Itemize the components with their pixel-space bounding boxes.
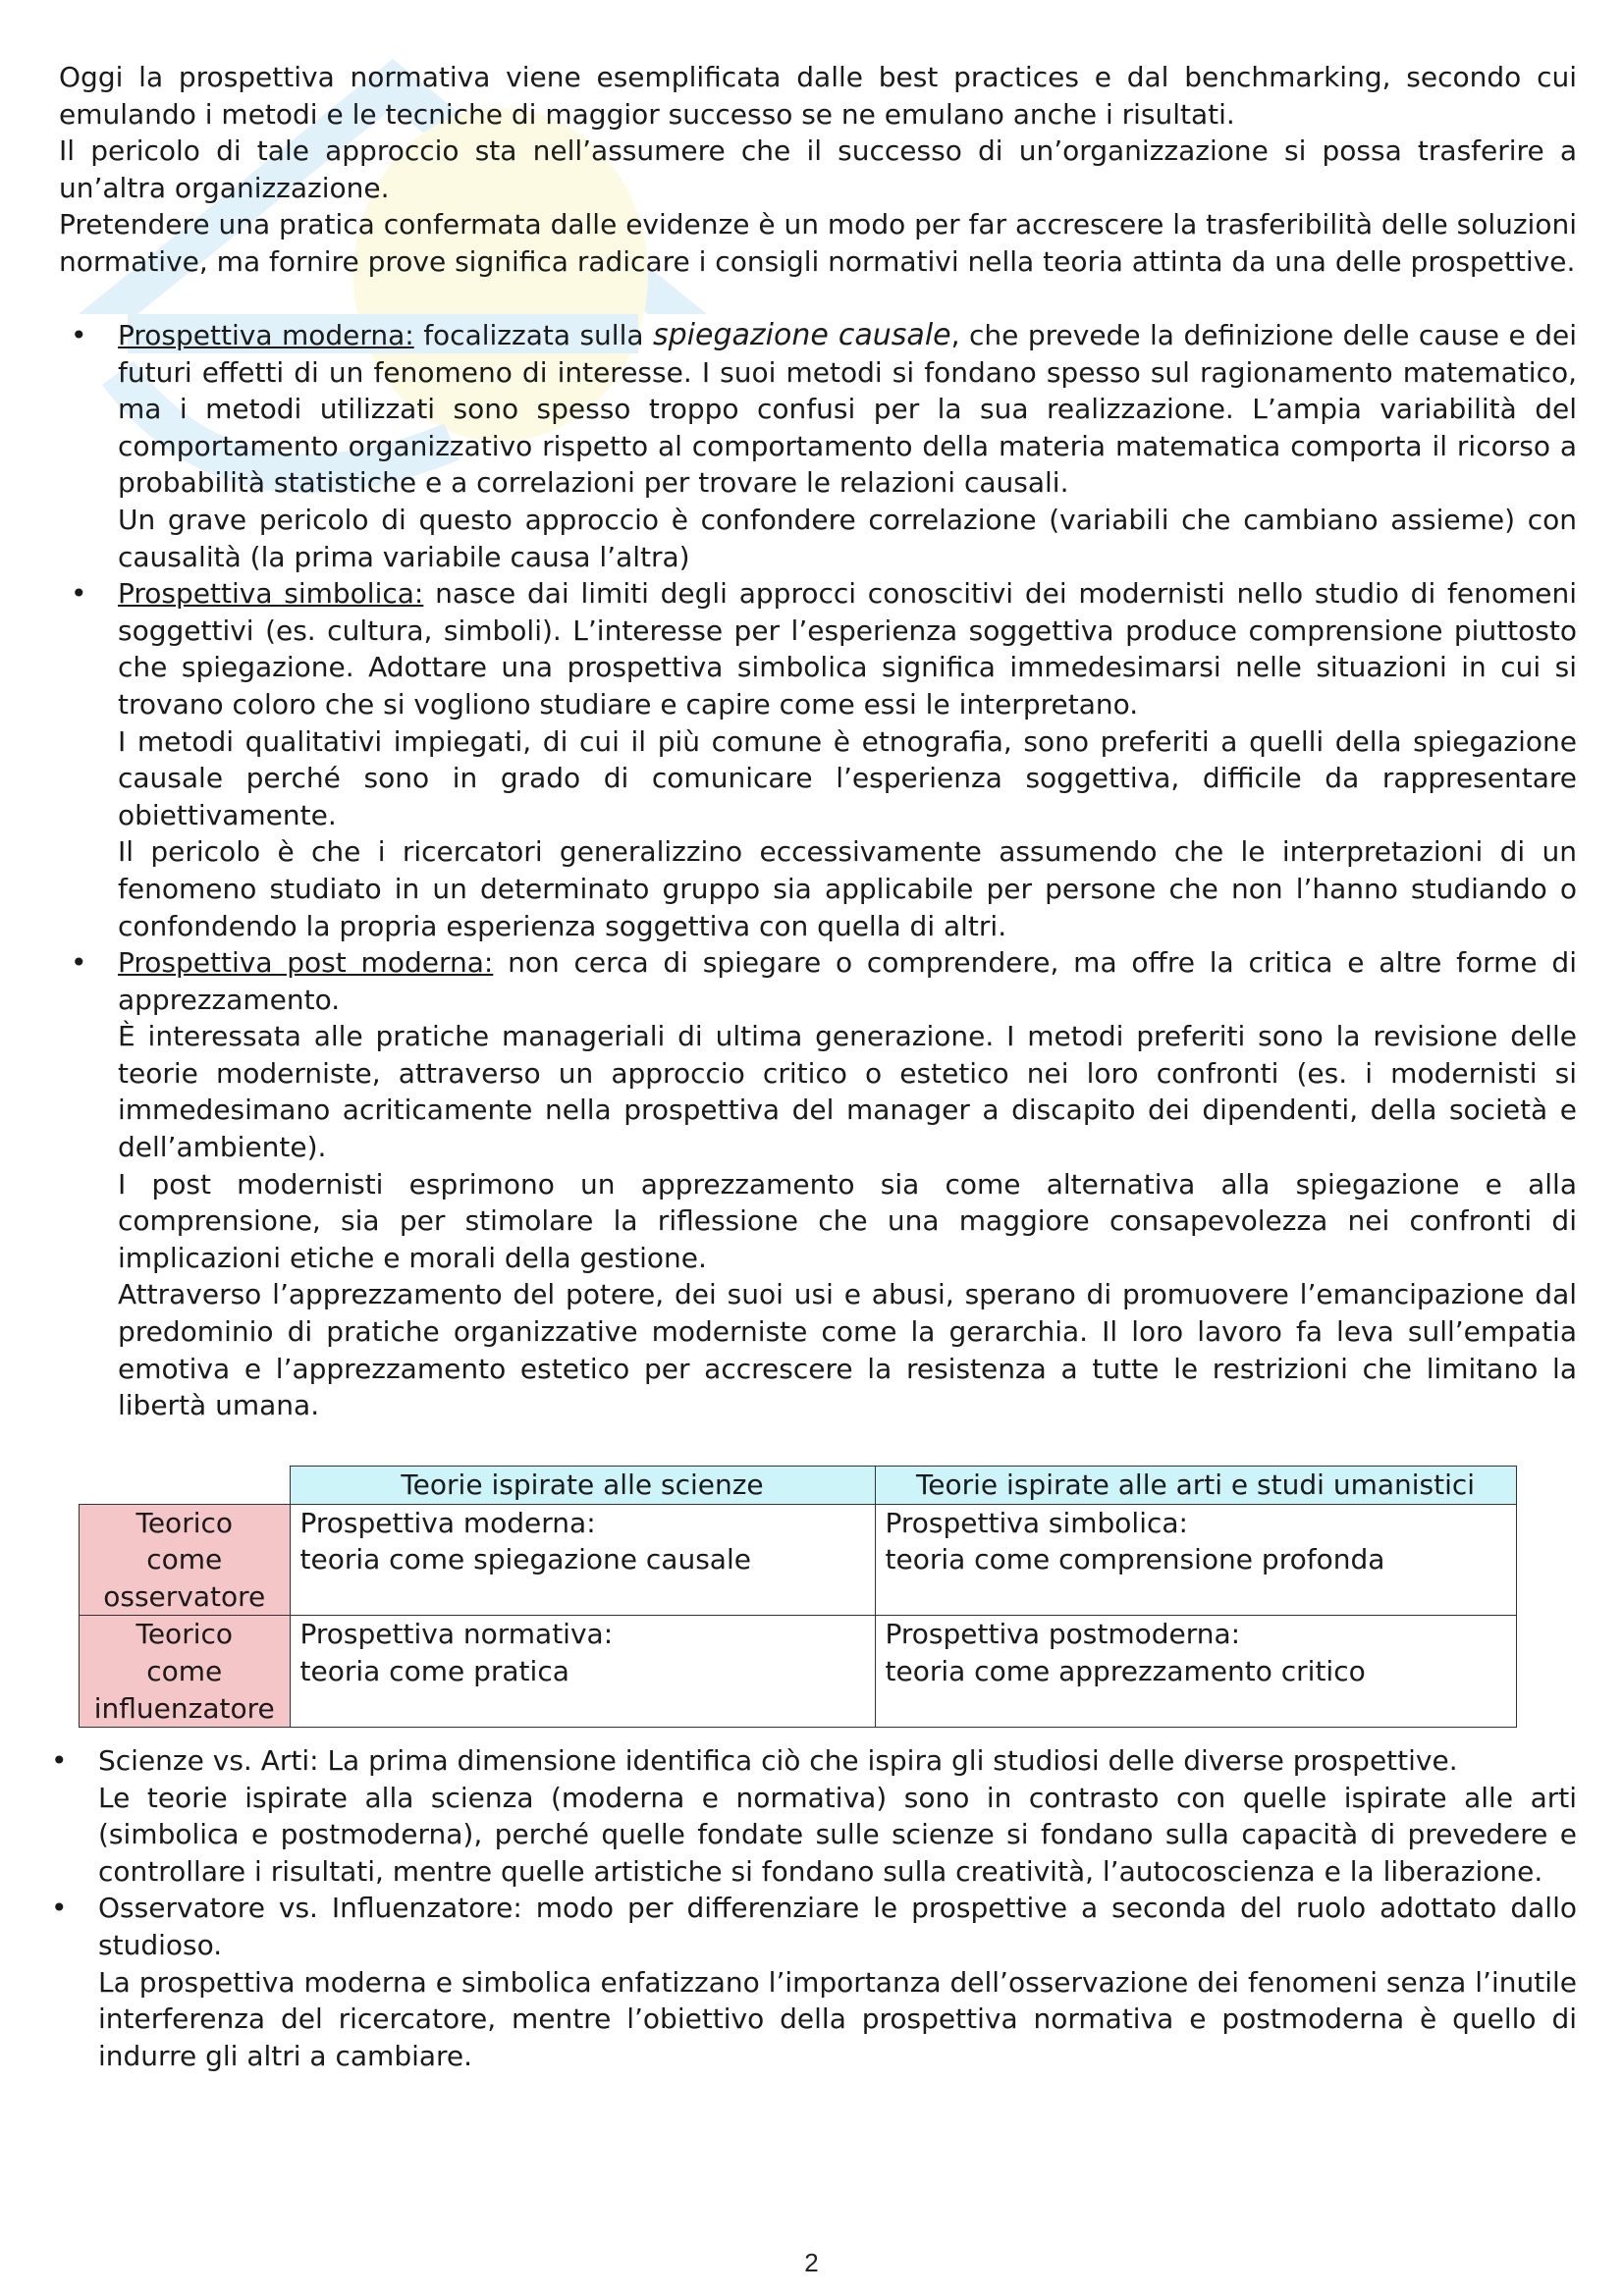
bullet-dot: •	[71, 577, 87, 611]
list-item-osservatore-influenzatore	[39, 1890, 1577, 2074]
cell-title: Prospettiva moderna:	[299, 1506, 596, 1539]
list-item-postmoderna	[59, 944, 1577, 1424]
page-number: 2	[804, 2248, 819, 2277]
text-postmoderna-body: non cerca di spiegare o comprendere, ma offre la critica e altre forme di apprezzamento.	[118, 946, 1577, 1016]
row-header-line: Teorico	[135, 1506, 234, 1539]
intro-paragraph-1: Oggi la prospettiva normativa viene esemplificata dalle best practices e dal benchmarking, secondo cui emulando i metodi e le tecniche di maggior successo se ne emulano anche i risultati.	[59, 61, 1577, 131]
table-header-row	[80, 1467, 1517, 1505]
row-header-line: come	[146, 1654, 223, 1687]
emphasis-spiegazione-causale: spiegazione causale	[653, 318, 951, 352]
cell-text: teoria come comprensione profonda	[885, 1543, 1385, 1576]
bullet-dot: •	[51, 1744, 68, 1777]
text-moderna-p2: Un grave pericolo di questo approccio è confondere correlazione (variabili che cambiano assieme) con causalità (la prima variabile causa l’altra)	[118, 503, 1577, 573]
intro-paragraph-2: Il pericolo di tale approccio sta nell’assumere che il successo di un’organizzazione si possa trasferire a un’altra organizzazione.	[59, 134, 1577, 204]
text-scienze-arti-p2: Le teorie ispirate alla scienza (moderna e normativa) sono in contrasto con quelle ispirate alle arti (simbolica e postmoderna), perché quelle fondate sulle scienze si fondano sulla capacità di prevedere e controllare i risultati, mentre quelle artistiche si fondano sulla creatività, l’autocoscienza e la liberazione.	[98, 1781, 1577, 1888]
bullet-dot: •	[71, 946, 87, 980]
cell-normativa	[290, 1616, 875, 1728]
column-header-arti: Teorie ispirate alle arti e studi umanistici	[875, 1467, 1516, 1505]
cell-moderna	[290, 1504, 875, 1616]
row-header-line: come	[146, 1543, 223, 1576]
text-postmoderna-p3: I post modernisti esprimono un apprezzamento sia come alternativa alla spiegazione e alla comprensione, sia per stimolare la riflessione che una maggiore consapevolezza nei confronti di implicazioni etiche e morali della gestione.	[118, 1167, 1577, 1274]
list-item-moderna	[59, 317, 1577, 575]
intro-paragraph-3: Pretendere una pratica confermata dalle evidenze è un modo per far accrescere la trasferibilità delle soluzioni normative, ma fornire prove significa radicare i consigli normativi nella teoria attinta da una delle prospettive.	[59, 208, 1577, 278]
row-header-line: osservatore	[103, 1579, 266, 1613]
table-row	[80, 1616, 1517, 1728]
cell-title: Prospettiva postmoderna:	[885, 1618, 1241, 1651]
row-header-line: Teorico	[135, 1618, 234, 1651]
text-simbolica-body: nasce dai limiti degli approcci conoscitivi dei modernisti nello studio di fenomeni soggettivi (es. cultura, simboli). L’interesse per l’esperienza soggettiva produce comprensione piuttosto che spiegazione. Adottare una prospettiva simbolica significa immedesimarsi nelle situazioni in cui si trovano coloro che si vogliono studiare e capire come essi le interpretano.	[118, 577, 1577, 721]
bullet-dot: •	[51, 1892, 68, 1925]
cell-title: Prospettiva normativa:	[299, 1618, 614, 1651]
text-postmoderna-p2: È interessata alle pratiche manageriali di ultima generazione. I metodi preferiti sono la revisione delle teorie moderniste, attraverso un approccio critico o estetico nei loro confronti (es. i modernisti si immedesimano acriticamente nella prospettiva del manager a discapito dei dipendenti, della società e dell’ambiente).	[118, 1020, 1577, 1164]
row-header-line: influenzatore	[93, 1691, 275, 1725]
text-simbolica-p3: Il pericolo è che i ricercatori generalizzino eccessivamente assumendo che le interpretazioni di un fenomeno studiato in un determinato gruppo sia applicabile per persone che non l’hanno studiando o confondendo la propria esperienza soggettiva con quella di altri.	[118, 835, 1577, 942]
cell-text: teoria come apprezzamento critico	[885, 1654, 1366, 1687]
term-simbolica: Prospettiva simbolica:	[118, 577, 424, 611]
cell-text: teoria come spiegazione causale	[299, 1543, 751, 1576]
text-scienze-arti-p1: Scienze vs. Arti: La prima dimensione identifica ciò che ispira gli studiosi delle diverse prospettive.	[98, 1744, 1458, 1777]
text-osservatore-p1: Osservatore vs. Influenzatore: modo per differenziare le prospettive a seconda del ruolo adottato dallo studioso.	[98, 1892, 1577, 1961]
row-header-influenzatore	[80, 1616, 291, 1728]
cell-title: Prospettiva simbolica:	[885, 1506, 1188, 1539]
perspectives-table	[79, 1466, 1517, 1728]
column-header-scienze: Teorie ispirate alle scienze	[290, 1467, 875, 1505]
list-item-simbolica	[59, 575, 1577, 944]
cell-text: teoria come pratica	[299, 1654, 569, 1687]
table-corner	[80, 1467, 291, 1505]
bullet-dot: •	[71, 319, 87, 351]
text-moderna-pre: focalizzata sulla	[413, 319, 653, 351]
term-moderna: Prospettiva moderna:	[118, 319, 414, 351]
term-postmoderna: Prospettiva post moderna:	[118, 946, 494, 980]
text-moderna-body: , che prevede la definizione delle cause e dei futuri effetti di un fenomeno di interesse. I suoi metodi si fondano spesso sul ragionamento matematico, ma i metodi utilizzati sono spesso troppo confusi per la sua realizzazione. L’ampia variabilità del comportamento organizzativo rispetto al comportamento della materia matematica comporta il ricorso a probabilità statistiche e a correlazioni per trovare le relazioni causali.	[118, 319, 1577, 500]
text-osservatore-p2: La prospettiva moderna e simbolica enfatizzano l’importanza dell’osservazione dei fenomeni senza l’inutile interferenza del ricercatore, mentre l’obiettivo della prospettiva normativa e postmoderna è quello di indurre gli altri a cambiare.	[98, 1965, 1577, 2072]
list-item-scienze-arti	[39, 1742, 1577, 1890]
dimensions-list	[39, 1742, 1577, 2074]
row-header-osservatore	[80, 1504, 291, 1616]
table-row	[80, 1504, 1517, 1616]
cell-postmoderna	[875, 1616, 1516, 1728]
text-postmoderna-p4: Attraverso l’apprezzamento del potere, dei suoi usi e abusi, sperano di promuovere l’emancipazione dal predominio di pratiche organizzative moderniste come la gerarchia. Il loro lavoro fa leva sull’empatia emotiva e l’apprezzamento estetico per accrescere la resistenza a tutte le restrizioni che limitano la libertà umana.	[118, 1278, 1577, 1422]
perspectives-list	[59, 317, 1577, 1424]
cell-simbolica	[875, 1504, 1516, 1616]
text-simbolica-p2: I metodi qualitativi impiegati, di cui il più comune è etnografia, sono preferiti a quelli della spiegazione causale perché sono in grado di comunicare l’esperienza soggettiva, difficile da rappresentare obiettivamente.	[118, 724, 1577, 831]
